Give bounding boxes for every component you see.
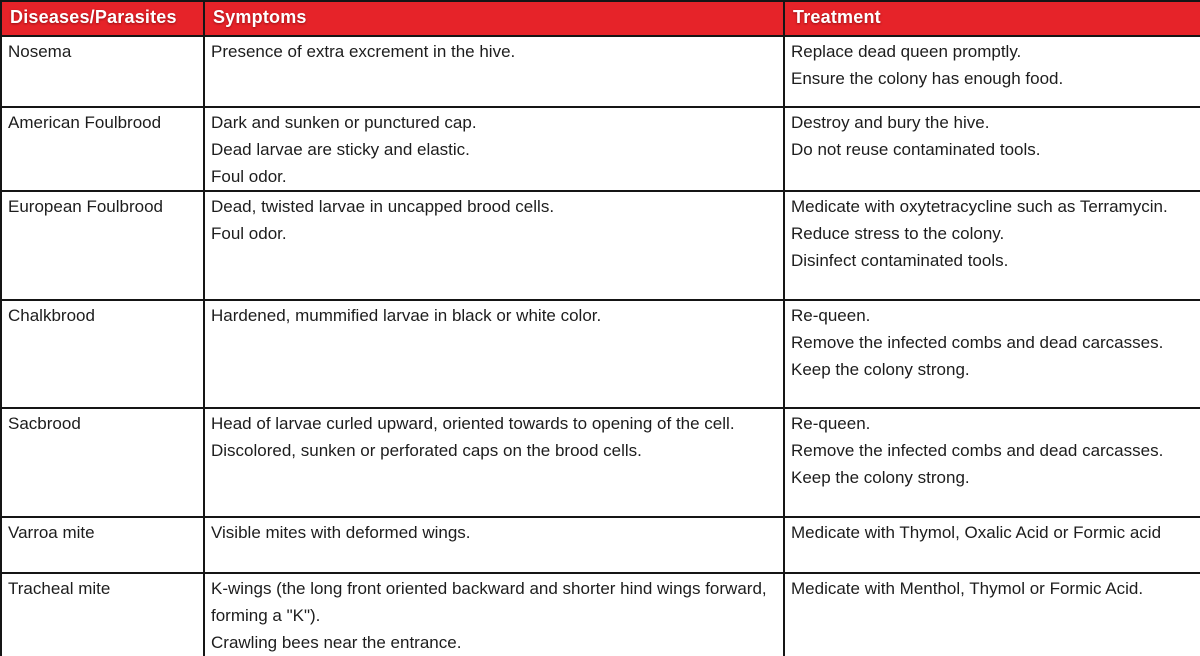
disease-cell: European Foulbrood bbox=[1, 191, 204, 300]
disease-cell: Chalkbrood bbox=[1, 300, 204, 408]
table-row bbox=[1, 300, 1200, 408]
treatment-line: Replace dead queen promptly. bbox=[791, 42, 1022, 61]
symptom-line: K-wings (the long front oriented backward and shorter hind wings forward, forming a "K"). bbox=[211, 579, 767, 625]
table-row bbox=[1, 408, 1200, 517]
table-body bbox=[1, 36, 1200, 656]
table-row bbox=[1, 191, 1200, 300]
symptom-line: Dead, twisted larvae in uncapped brood cells. bbox=[211, 197, 555, 216]
symptom-line: Foul odor. bbox=[211, 224, 287, 243]
column-header-treatment: Treatment bbox=[784, 1, 1200, 36]
treatment-line: Remove the infected combs and dead carcasses. bbox=[791, 333, 1164, 352]
table-row bbox=[1, 36, 1200, 107]
treatment-line: Disinfect contaminated tools. bbox=[791, 251, 1009, 270]
treatment-line: Re-queen. bbox=[791, 414, 871, 433]
symptom-line: Foul odor. bbox=[211, 167, 287, 186]
symptom-line: Dead larvae are sticky and elastic. bbox=[211, 140, 470, 159]
disease-cell: Tracheal mite bbox=[1, 573, 204, 656]
symptom-line: Visible mites with deformed wings. bbox=[211, 523, 471, 542]
symptoms-cell bbox=[204, 573, 784, 656]
symptom-line: Discolored, sunken or perforated caps on the brood cells. bbox=[211, 441, 642, 460]
symptoms-cell bbox=[204, 107, 784, 191]
treatment-cell bbox=[784, 36, 1200, 107]
treatment-line: Reduce stress to the colony. bbox=[791, 224, 1005, 243]
table-row bbox=[1, 517, 1200, 573]
treatment-line: Keep the colony strong. bbox=[791, 468, 970, 487]
disease-cell: Varroa mite bbox=[1, 517, 204, 573]
treatment-cell bbox=[784, 300, 1200, 408]
treatment-line: Medicate with Thymol, Oxalic Acid or Formic acid bbox=[791, 523, 1162, 542]
treatment-line: Destroy and bury the hive. bbox=[791, 113, 990, 132]
treatment-line: Remove the infected combs and dead carcasses. bbox=[791, 441, 1164, 460]
symptom-line: Dark and sunken or punctured cap. bbox=[211, 113, 477, 132]
treatment-cell bbox=[784, 107, 1200, 191]
table-header bbox=[1, 1, 1200, 36]
treatment-cell bbox=[784, 191, 1200, 300]
treatment-line: Re-queen. bbox=[791, 306, 871, 325]
treatment-cell bbox=[784, 517, 1200, 573]
treatment-line: Keep the colony strong. bbox=[791, 360, 970, 379]
symptoms-cell bbox=[204, 408, 784, 517]
table-row bbox=[1, 573, 1200, 656]
symptom-line: Presence of extra excrement in the hive. bbox=[211, 42, 516, 61]
disease-cell: Nosema bbox=[1, 36, 204, 107]
treatment-line: Ensure the colony has enough food. bbox=[791, 69, 1064, 88]
treatment-cell bbox=[784, 573, 1200, 656]
header-row bbox=[1, 1, 1200, 36]
symptom-line: Hardened, mummified larvae in black or white color. bbox=[211, 306, 602, 325]
column-header-diseases-parasites: Diseases/Parasites bbox=[1, 1, 204, 36]
disease-cell: Sacbrood bbox=[1, 408, 204, 517]
treatment-line: Medicate with oxytetracycline such as Terramycin. bbox=[791, 197, 1168, 216]
treatment-line: Medicate with Menthol, Thymol or Formic Acid. bbox=[791, 579, 1144, 598]
column-header-symptoms: Symptoms bbox=[204, 1, 784, 36]
symptom-line: Crawling bees near the entrance. bbox=[211, 633, 462, 652]
table-row bbox=[1, 107, 1200, 191]
symptoms-cell bbox=[204, 517, 784, 573]
symptoms-cell bbox=[204, 300, 784, 408]
symptoms-cell bbox=[204, 36, 784, 107]
disease-cell: American Foulbrood bbox=[1, 107, 204, 191]
symptoms-cell bbox=[204, 191, 784, 300]
treatment-line: Do not reuse contaminated tools. bbox=[791, 140, 1041, 159]
treatment-cell bbox=[784, 408, 1200, 517]
symptom-line: Head of larvae curled upward, oriented towards to opening of the cell. bbox=[211, 414, 735, 433]
